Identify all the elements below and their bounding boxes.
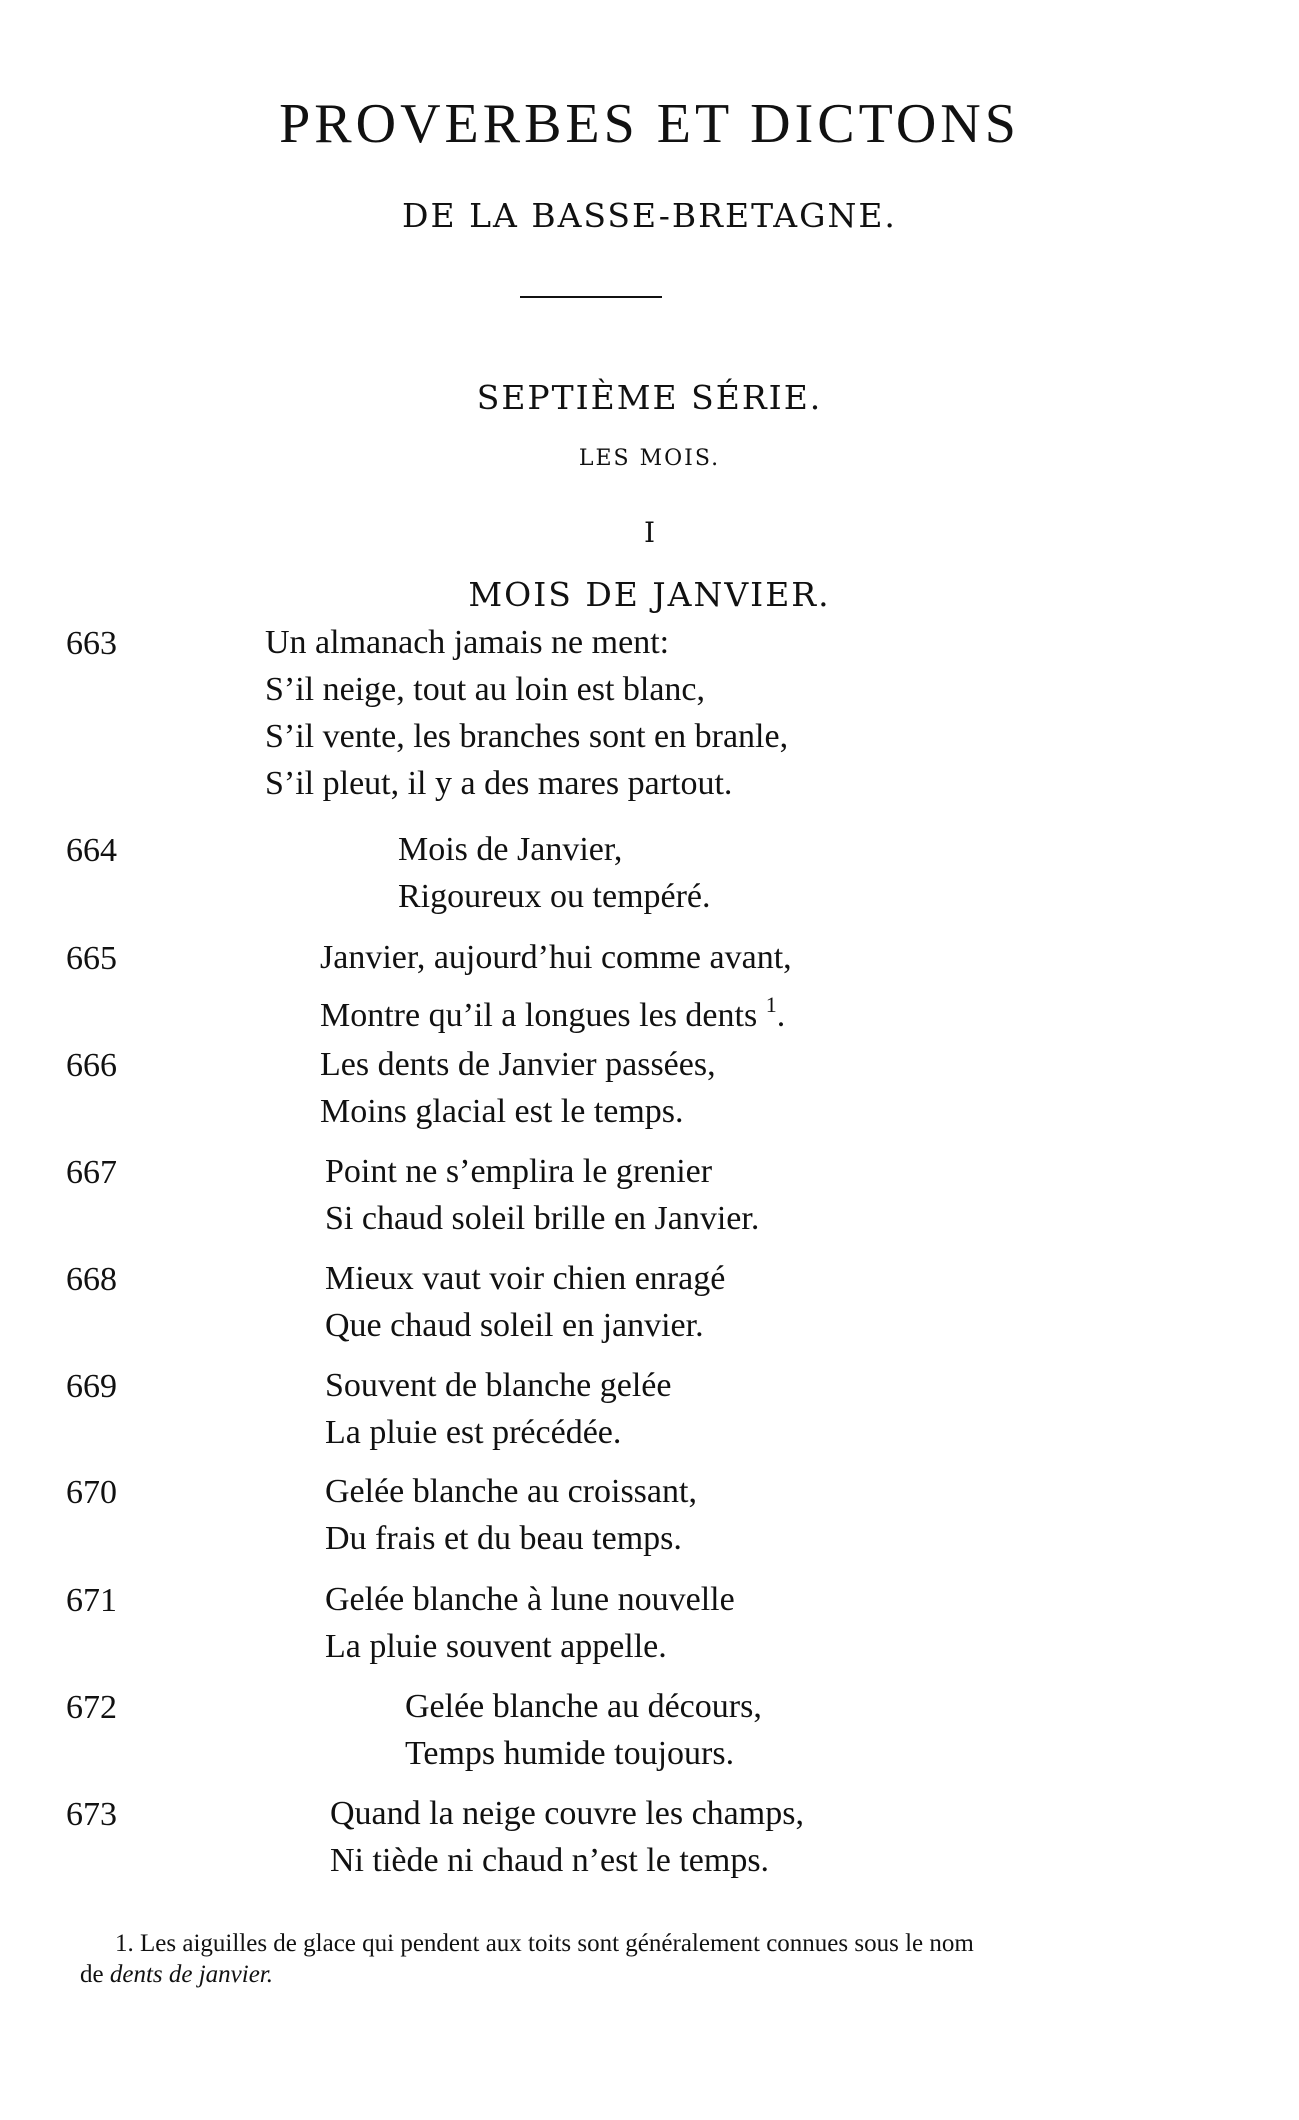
proverb-number: 666 [66,1047,117,1084]
proverb-number: 668 [66,1261,117,1298]
proverb-line: Si chaud soleil brille en Janvier. [325,1200,760,1237]
footnote-line [80,1928,1230,1959]
footnote-text: de [80,1961,104,1988]
proverb-number: 670 [66,1474,117,1511]
proverb-line: Temps humide toujours. [405,1735,735,1772]
page-title: PROVERBES ET DICTONS [279,93,1020,155]
proverb-line: Rigoureux ou tempéré. [398,878,711,915]
proverb-number: 665 [66,940,117,977]
line-end-punctuation: . [776,997,786,1034]
proverb-text [325,1362,671,1456]
proverb-line: Gelée blanche à lune nouvelle [325,1581,735,1618]
proverb-text [405,1683,762,1777]
proverb-line: Mois de Janvier, [398,831,623,868]
proverb-line: Janvier, aujourd’hui comme avant, [320,939,792,976]
footnote-italic-term: dents de janvier. [109,1961,274,1988]
proverb-number: 667 [66,1154,117,1191]
proverb-line: Ni tiède ni chaud n’est le temps. [330,1842,770,1879]
proverb-line: Souvent de blanche gelée [325,1367,672,1404]
proverb-line: Gelée blanche au décours, [405,1688,762,1725]
proverb-line: Un almanach jamais ne ment: [265,624,670,661]
proverb-text [320,1041,716,1135]
proverb-number: 664 [66,832,117,869]
proverb-text [325,1148,759,1242]
proverb-line: Mieux vaut voir chien enragé [325,1260,726,1297]
proverb-text [325,1255,725,1349]
proverb-line: S’il vente, les branches sont en branle, [265,718,789,755]
footnote-reference[interactable]: 1 [765,992,777,1017]
footnote-text: Les aiguilles de glace qui pendent aux toits sont généralement connues sous le nom [140,1930,974,1957]
series-heading: SEPTIÈME SÉRIE. [476,378,823,417]
proverb-text [330,1790,804,1884]
proverb-line: S’il neige, tout au loin est blanc, [265,671,706,708]
proverb-text [265,619,788,807]
month-heading: MOIS DE JANVIER. [468,575,831,614]
proverb-line-text: Montre qu’il a longues les dents [320,997,758,1034]
footnote [80,1928,1230,1990]
chapter-numeral: I [643,516,656,549]
proverb-text [325,1468,697,1562]
proverb-line [320,981,792,1039]
proverb-line: Les dents de Janvier passées, [320,1046,716,1083]
proverb-line: La pluie souvent appelle. [325,1628,667,1665]
footnote-line [80,1959,1230,1990]
proverb-line: Gelée blanche au croissant, [325,1473,697,1510]
proverb-line: Du frais et du beau temps. [325,1520,682,1557]
proverb-number: 669 [66,1368,117,1405]
footnote-mark: 1. [115,1930,134,1957]
proverb-line: Que chaud soleil en janvier. [325,1307,704,1344]
proverb-number: 663 [66,625,117,662]
page-subtitle: DE LA BASSE-BRETAGNE. [402,196,897,235]
proverb-text [398,826,711,920]
proverb-text [325,1576,735,1670]
proverb-number: 671 [66,1582,117,1619]
proverb-text [320,934,792,1039]
title-divider [520,296,662,298]
proverb-number: 672 [66,1689,117,1726]
proverb-line: La pluie est précédée. [325,1414,622,1451]
proverb-line: S’il pleut, il y a des mares partout. [265,765,733,802]
proverb-line: Moins glacial est le temps. [320,1093,684,1130]
proverb-line: Point ne s’emplira le grenier [325,1153,713,1190]
proverb-number: 673 [66,1796,117,1833]
section-label: LES MOIS. [578,446,721,471]
proverb-line: Quand la neige couvre les champs, [330,1795,804,1832]
